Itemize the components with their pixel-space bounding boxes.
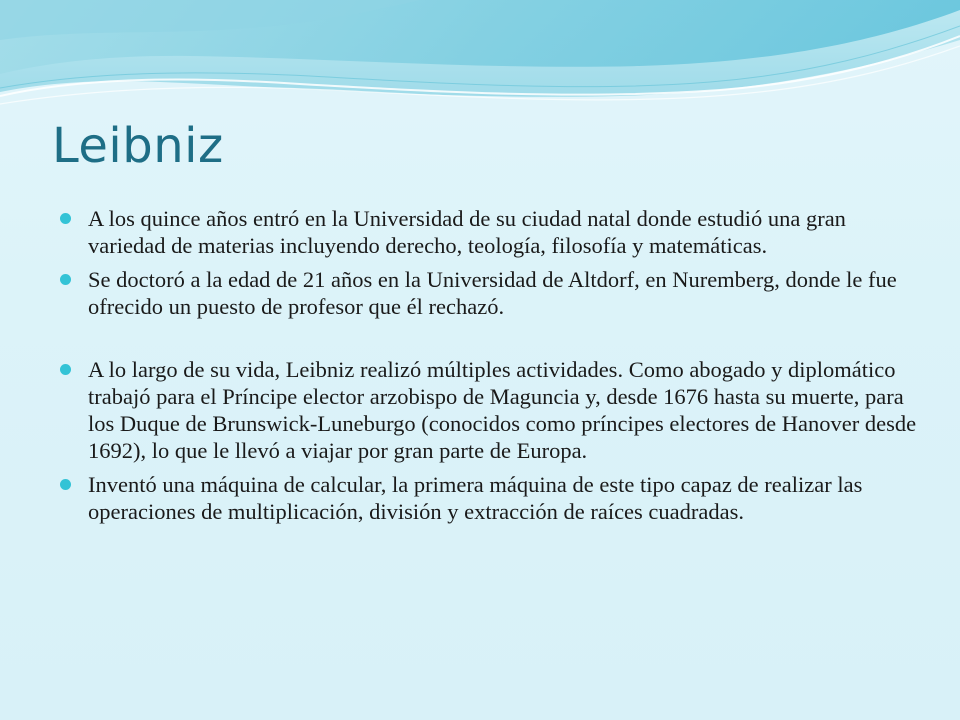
bullet-item	[60, 266, 920, 320]
slide-title: Leibniz	[52, 118, 224, 174]
bullet-text: Se doctoró a la edad de 21 años en la Universidad de Altdorf, en Nuremberg, donde le fue ofrecido un puesto de profesor que él rechazó.	[88, 267, 897, 319]
bullet-item	[60, 471, 920, 525]
bullet-dot-icon	[60, 274, 71, 285]
bullet-item	[60, 205, 920, 259]
bullet-text: Inventó una máquina de calcular, la primera máquina de este tipo capaz de realizar las operaciones de multiplicación, división y extracción de raíces cuadradas.	[88, 472, 863, 524]
bullet-dot-icon	[60, 364, 71, 375]
bullet-dot-icon	[60, 479, 71, 490]
bullet-text: A los quince años entró en la Universidad de su ciudad natal donde estudió una gran variedad de materias incluyendo derecho, teología, filosofía y matemáticas.	[88, 206, 846, 258]
bullet-item	[60, 356, 920, 464]
bullet-dot-icon	[60, 213, 71, 224]
header-wave-decoration	[0, 0, 960, 130]
bullet-list	[60, 205, 920, 532]
bullet-text: A lo largo de su vida, Leibniz realizó múltiples actividades. Como abogado y diplomático trabajó para el Príncipe elector arzobispo de Maguncia y, desde 1676 hasta su muerte, para los Duque de Brunswick-Luneburgo (conocidos como príncipes electores de Hanover desde 1692), lo que le llevó a viajar por gran parte de Europa.	[88, 357, 917, 463]
